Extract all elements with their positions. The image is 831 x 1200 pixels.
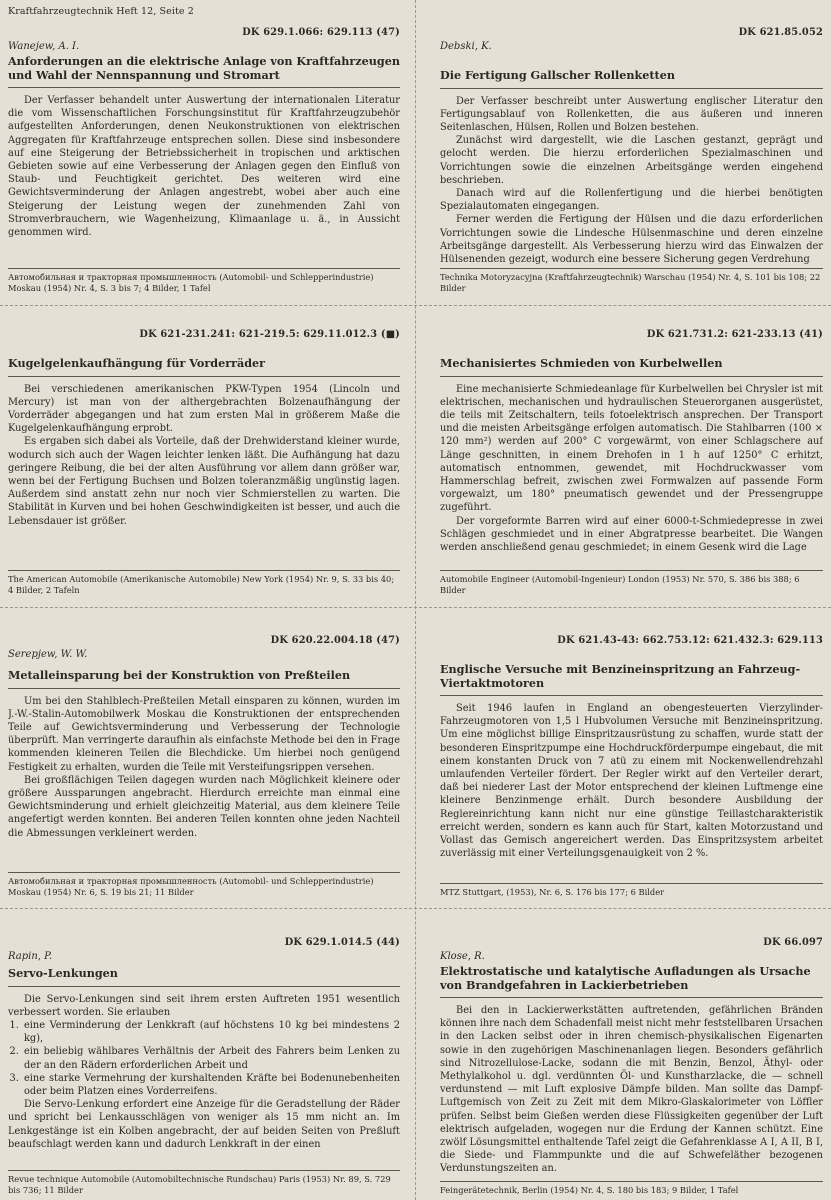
abstract-text <box>440 383 823 555</box>
author: Serepjew, W. W. <box>8 649 88 660</box>
title-rule <box>440 997 823 998</box>
article-title: Anforderungen an die elektrische Anlage von Kraftfahrzeugen und Wahl der Nennspannung und Stromart <box>8 54 400 82</box>
article-title: Die Fertigung Gallscher Rollenketten <box>440 68 675 82</box>
paragraph: Danach wird auf die Rollenfertigung und die hierbei benötigten Spezialautomaten eingegangen. <box>440 187 823 213</box>
paragraph: Eine mechanisierte Schmiedeanlage für Kurbelwellen bei Chrysler ist mit elektrischen, mechanischen und hydraulischen Steuerorganen ausgerüstet, die teils mit Zeitschaltern, teils fotoelektrisch ansprechen. Der Transport und die meisten Arbeitsgänge erfolgen automatisch. Die Stahlbarren (100 × 120 mm²) werden auf 200° C vorgewärmt, von einer Schlagschere auf Länge geschnitten, in einem Drehofen in 1 h auf 1250° C erhitzt, automatisch entnommen, gewendet, mit Hochdruckwasser vom Hammerschlag befreit, zwischen zwei Formwalzen auf passende Form vorgewalzt, um 180° pneumatisch gewendet und der Pressengruppe zugeführt. <box>440 383 823 514</box>
source-citation: Technika Motoryzacyjna (Kraftfahrzeugtechnik) Warschau (1954) Nr. 4, S. 101 bis 108; 22 Bilder <box>440 268 823 294</box>
title-rule <box>8 986 400 987</box>
abstract-card <box>440 328 823 596</box>
paragraph: Bei großflächigen Teilen dagegen wurden nach Möglichkeit kleinere oder größere Aussparungen angebracht. Hierdurch erreichte man einmal eine Gewichtsminderung und erhielt gleichzeitig Material, aus dem kleinere Teile angefertigt werden konnten. Bei anderen Teilen konnten ohne jeden Nachteil die Abmessungen verkleinert werden. <box>8 774 400 839</box>
abstract-text <box>440 95 823 267</box>
abstract-card <box>8 328 400 596</box>
dk-classification: DK 66.097 <box>763 937 823 948</box>
row-divider-1 <box>0 305 831 306</box>
title-rule <box>440 88 823 89</box>
dk-classification: DK 621.731.2: 621-233.13 (41) <box>646 329 823 340</box>
paragraph: Es ergaben sich dabei als Vorteile, daß der Drehwiderstand kleiner wurde, wodurch sich auch der Wagen leichter lenken läßt. Die Aufhängung hat dazu geringere Reibung, die bei der alten Ausführung vor allem dann größer war, wenn bei der Fertigung Buchsen und Bolzen toleranzmäßig ungünstig lagen. Außerdem sind anstatt zehn nur noch vier Schmierstellen zu warten. Die Stabilität in Kurven und bei hohen Geschwindigkeiten ist besser, und auch die Lebensdauer ist größer. <box>8 436 400 527</box>
source-citation: Automobile Engineer (Automobil-Ingenieur) London (1953) Nr. 570, S. 386 bis 388; 6 Bilder <box>440 570 823 596</box>
dk-classification: DK 629.1.066: 629.113 (47) <box>242 27 400 38</box>
abstract-text <box>440 1004 823 1176</box>
paragraph: Der Verfasser beschreibt unter Auswertung englischer Literatur den Fertigungsablauf von Rollenketten, die aus äußeren und inneren Seitenlaschen, Hülsen, Rollen und Bolzen bestehen. <box>440 95 823 133</box>
source-citation: Автомобильная и тракторная промышленность (Automobil- und Schlepperindustrie) Moskau (1954) Nr. 6, S. 19 bis 21; 11 Bilder <box>8 872 400 898</box>
article-title: Servo-Lenkungen <box>8 966 118 980</box>
title-rule <box>8 87 400 88</box>
author: Wanejew, A. I. <box>8 41 80 52</box>
author: Rapin, P. <box>8 951 52 962</box>
paragraph: Seit 1946 laufen in England an obengesteuerten Vierzylinder-Fahrzeugmotoren von 1,5 l Hubvolumen Versuche mit Benzineinspritzung. Um eine möglichst billige Einspritzausrüstung zu schaffen, wurde statt der besonderen Einspritzpumpe eine Hochdruckförderpumpe eingebaut, die mit einem konstanten Druck von 7 atü zu einem mit Nockenwellendrehzahl umlaufenden Verteiler fördert. Der Regler wirkt auf den Verteiler derart, daß bei niederer Last der Motor entsprechend der kleinen Luftmenge eine kleinere Benzinmenge erhält. Durch besondere Ausbildung der Reglereinrichtung kann nicht nur eine günstige Teillastcharakteristik erreicht werden, sondern es kann auch für Start, kalten Motorzustand und Vollast das Gemisch angereichert werden. Das Einspritzsystem arbeitet zuverlässig mit einer Verteilungsgenauigkeit von 2 %. <box>440 703 823 860</box>
dk-classification: DK 621.43-43: 662.753.12: 621.432.3: 629.113 <box>557 635 823 646</box>
paragraph: Bei den in Lackierwerkstätten auftretenden, gefährlichen Bränden können ihre nach dem Schadenfall meist nicht mehr feststellbaren Ursachen in den Lacken selbst oder in ihren chemisch-physikalischen Eigenarten sowie in den zugehörigen Maschinenanlagen liegen. Besonders gefährlich sind Nitrozellulose-Lacke, sodann die mit Benzin, Benzol, Äthyl- oder Methylalkohol u. dgl. verdünnten Öl- und Kunstharzlacke, die — schnell verdunstend — mit Luft explosive Dämpfe bilden. Man sollte das Dampf-Luftgemisch von Zeit zu Zeit mit dem Mikro-Glaskalorimeter von Löffler prüfen. Selbst beim Gießen werden diese Flüssigkeiten gegenüber der Luft elektrisch aufgeladen, wogegen nur die Erdung der Kannen schützt. Eine zwölf Lösungsmittel enthaltende Tafel zeigt die Gefahrenklasse A I, A II, B I, die Siede- und Flammpunkte und die auf Schwefeläther bezogenen Verdunstungszeiten an. <box>440 1005 823 1175</box>
row-divider-2 <box>0 607 831 608</box>
paragraph: Bei verschiedenen amerikanischen PKW-Typen 1954 (Lincoln und Mercury) ist man von der althergebrachten Bolzenaufhängung der Vorderräder abgegangen und hat zum ersten Mal in größerem Maße die Kugelgelenkaufhängung erprobt. <box>8 383 400 435</box>
paragraph: Die Servo-Lenkungen sind seit ihrem ersten Auftreten 1951 wesentlich verbessert worden. Sie erlauben <box>8 993 400 1018</box>
numbered-list <box>8 1019 400 1098</box>
source-citation: Автомобильная и тракторная промышленность (Automobil- und Schlepperindustrie) Moskau (1954) Nr. 4, S. 3 bis 7; 4 Bilder, 1 Tafel <box>8 268 400 294</box>
article-title: Metalleinsparung bei der Konstruktion von Preßteilen <box>8 668 351 682</box>
abstract-card <box>8 634 400 898</box>
source-citation: The American Automobile (Amerikanische Automobile) New York (1954) Nr. 9, S. 33 bis 40; 4 Bilder, 2 Tafeln <box>8 570 400 596</box>
dk-classification: DK 629.1.014.5 (44) <box>284 937 400 948</box>
article-title: Englische Versuche mit Benzineinspritzung an Fahrzeug-Viertaktmotoren <box>440 662 801 690</box>
dk-classification: DK 620.22.004.18 (47) <box>270 635 400 646</box>
author: Debski, K. <box>440 41 492 52</box>
abstract-card <box>440 936 823 1196</box>
article-title: Elektrostatische und katalytische Aufladungen als Ursache von Brandgefahren in Lackierbetrieben <box>440 964 811 992</box>
list-item: 3. eine starke Vermehrung der kurshaltenden Kräfte bei Bodenunebenheiten oder beim Platzen eines Vorderreifens. <box>22 1072 400 1098</box>
article-title: Mechanisiertes Schmieden von Kurbelwellen <box>440 356 723 370</box>
dk-classification: DK 621-231.241: 621-219.5: 629.11.012.3 (■) <box>139 329 400 340</box>
paragraph: Die Servo-Lenkung erfordert eine Anzeige für die Geradstellung der Räder und spricht bei Lenkausschlägen von weniger als 15 mm nicht an. Im Lenkgestänge ist ein Kolben angebracht, der auf beiden Seiten von Preßluft beaufschlagt werden kann und dadurch Lenkkraft in der einen <box>8 1099 400 1150</box>
abstract-card <box>440 26 823 294</box>
abstract-text <box>8 695 400 840</box>
abstract-text <box>8 993 400 1151</box>
title-rule <box>440 695 823 696</box>
source-citation: Revue technique Automobile (Automobiltechnische Rundschau) Paris (1953) Nr. 89, S. 729 bis 736; 11 Bilder <box>8 1170 400 1196</box>
paragraph: Ferner werden die Fertigung der Hülsen und die dazu erforderlichen Vorrichtungen sowie die Lindesche Hülsenmaschine und deren einzelne Arbeitsgänge dargestellt. Als Verbesserung hierzu wird das Einwalzen der Hülsenenden gezeigt, wodurch eine bessere Sicherung gegen Verdrehung <box>440 214 823 265</box>
column-divider <box>415 0 416 1200</box>
title-rule <box>8 376 400 377</box>
source-citation: MTZ Stuttgart, (1953), Nr. 6, S. 176 bis 177; 6 Bilder <box>440 883 823 898</box>
paragraph: Der vorgeformte Barren wird auf einer 6000-t-Schmiedepresse in zwei Schlägen geschmiedet und in einer Abgratpresse bearbeitet. Die Wangen werden anschließend genau geschmiedet; in einem Gesenk wird die Lage <box>440 515 823 553</box>
row-divider-3 <box>0 908 831 909</box>
paragraph: Zunächst wird dargestellt, wie die Laschen gestanzt, geprägt und gelocht werden. Die hierzu erforderlichen Spezialmaschinen und Vorrichtungen sowie die einzelnen Arbeitsgänge werden eingehend beschrieben. <box>440 135 823 186</box>
source-citation: Feingerätetechnik, Berlin (1954) Nr. 4, S. 180 bis 183; 9 Bilder, 1 Tafel <box>440 1181 823 1196</box>
dk-classification: DK 621.85.052 <box>738 27 823 38</box>
list-item: 1. eine Verminderung der Lenkkraft (auf höchstens 10 kg bei mindestens 2 kg), <box>22 1019 400 1045</box>
paragraph: Um bei den Stahlblech-Preßteilen Metall einsparen zu können, wurden im J.-W.-Stalin-Automobilwerk Moskau die Konstruktionen der entsprechenden Teile auf Gewichtsverminderung und Verbesserung der Technologie überprüft. Man verringerte daraufhin als einfachste Methode bei den in Frage kommenden kleineren Teilen die Blechdicke. Um hierbei noch genügend Festigkeit zu erhalten, wurden die Teile mit Versteifungsrippen versehen. <box>8 695 400 773</box>
abstract-text <box>440 702 823 860</box>
article-title: Kugelgelenkaufhängung für Vorderräder <box>8 356 266 370</box>
list-item: 2. ein beliebig wählbares Verhältnis der Arbeit des Fahrers beim Lenken zu der an den Rädern erforderlichen Arbeit und <box>22 1045 400 1071</box>
abstract-card <box>440 634 823 898</box>
abstract-text <box>8 94 400 239</box>
author: Klose, R. <box>440 951 485 962</box>
title-rule <box>440 376 823 377</box>
title-rule <box>8 688 400 689</box>
abstract-card <box>8 26 400 294</box>
paragraph: Der Verfasser behandelt unter Auswertung der internationalen Literatur die vom Wissenschaftlichen Forschungsinstitut für Kraftfahrzeugzubehör aufgestellten Anforderungen, denen Neukonstruktionen von elektrischen Aggregaten für Kraftfahrzeuge entsprechen sollen. Diese sind insbesondere auf eine Steigerung der Betriebssicherheit in tropischen und arktischen Gebieten sowie auf eine Verbesserung der Anlagen gegen den Einfluß von Staub- und Feuchtigkeit gerichtet. Des weiteren wird eine Gewichtsverminderung der Anlagen angestrebt, wobei aber auch eine Steigerung der Leistung wegen der zunehmenden Zahl von Stromverbrauchern, wie Wagenheizung, Klimaanlage u. ä., in Aussicht genommen wird. <box>8 95 400 239</box>
abstract-text <box>8 383 400 528</box>
abstract-card <box>8 936 400 1196</box>
page-header: Kraftfahrzeugtechnik Heft 12, Seite 2 <box>8 6 194 17</box>
